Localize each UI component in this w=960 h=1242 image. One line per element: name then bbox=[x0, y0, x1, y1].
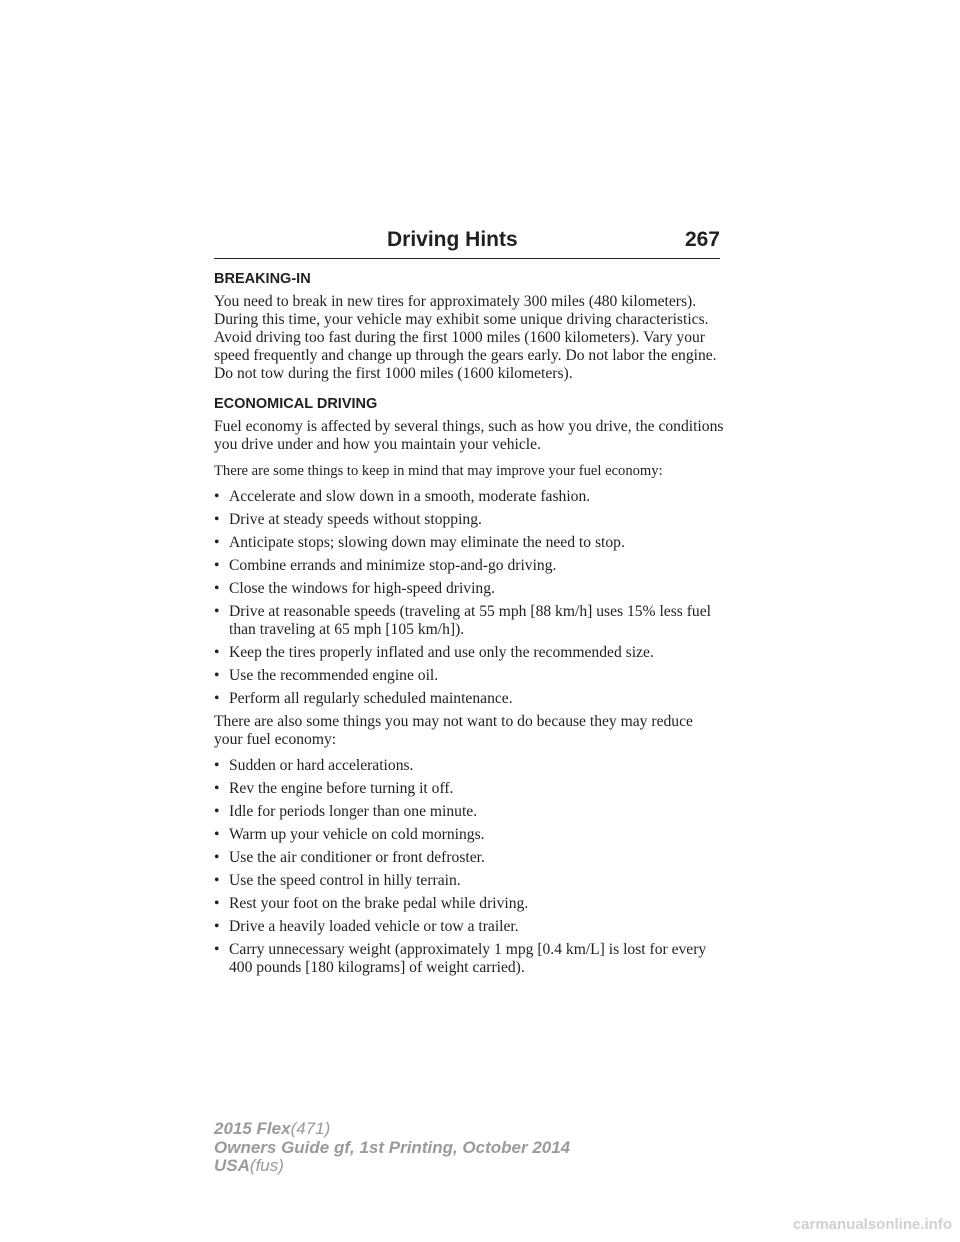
bullet-icon: • bbox=[214, 534, 220, 551]
list-item-text: Use the recommended engine oil. bbox=[229, 667, 439, 684]
list-item-text: Combine errands and minimize stop-and-go driving. bbox=[229, 557, 557, 574]
list-item-text: Use the air conditioner or front defroster. bbox=[229, 849, 485, 866]
list-item bbox=[214, 895, 724, 913]
list-item-text: Drive at steady speeds without stopping. bbox=[229, 511, 482, 528]
economical-intro-paragraph: Fuel economy is affected by several things, such as how you drive, the conditions you drive under and how you maintain your vehicle. bbox=[214, 418, 724, 453]
list-item bbox=[214, 780, 724, 798]
list-item-text: Idle for periods longer than one minute. bbox=[229, 803, 478, 820]
list-item-text: Sudden or hard accelerations. bbox=[229, 757, 414, 774]
list-item bbox=[214, 826, 724, 844]
bullet-icon: • bbox=[214, 603, 220, 620]
list-item bbox=[214, 667, 724, 685]
list-item-text: Carry unnecessary weight (approximately 1 mpg [0.4 km/L] is lost for every 400 pounds [180 kilograms] of weight carried). bbox=[229, 941, 707, 976]
list-item-text: Close the windows for high-speed driving. bbox=[229, 580, 495, 597]
heading-breaking-in: BREAKING-IN bbox=[214, 271, 311, 287]
page-footer bbox=[214, 1120, 570, 1176]
list-item-text: Perform all regularly scheduled maintenance. bbox=[229, 690, 513, 707]
bullet-icon: • bbox=[214, 690, 220, 707]
list-item-text: Drive a heavily loaded vehicle or tow a trailer. bbox=[229, 918, 519, 935]
bullet-icon: • bbox=[214, 511, 220, 528]
footer-model-code: (471) bbox=[290, 1119, 331, 1138]
bullet-icon: • bbox=[214, 580, 220, 597]
heading-economical-driving: ECONOMICAL DRIVING bbox=[214, 396, 378, 412]
list-item bbox=[214, 757, 724, 775]
improve-tips-list bbox=[214, 488, 724, 708]
chapter-title: Driving Hints bbox=[387, 228, 518, 251]
list-item-text: Drive at reasonable speeds (traveling at 55 mph [88 km/h] uses 15% less fuel than traveling at 65 mph [105 km/h]). bbox=[229, 603, 711, 638]
list-item-text: Use the speed control in hilly terrain. bbox=[229, 872, 461, 889]
list-item-text: Warm up your vehicle on cold mornings. bbox=[229, 826, 485, 843]
list-item bbox=[214, 488, 724, 506]
footer-printing: Owners Guide gf, 1st Printing, October 2014 bbox=[214, 1137, 571, 1157]
bullet-icon: • bbox=[214, 557, 220, 574]
improve-lead-text: There are some things to keep in mind that may improve your fuel economy: bbox=[214, 463, 663, 479]
list-item bbox=[214, 557, 724, 575]
list-item bbox=[214, 690, 724, 708]
watermark: carmanualsonline.info bbox=[792, 1216, 952, 1233]
list-item bbox=[214, 849, 724, 867]
bullet-icon: • bbox=[214, 644, 220, 661]
page-number: 267 bbox=[684, 228, 720, 251]
breaking-in-paragraph: You need to break in new tires for approximately 300 miles (480 kilometers). During this time, your vehicle may exhibit some unique driving characteristics. Avoid driving too fast during the first 1000 miles (1600 kilometers). Vary your speed frequently and change up through the gears early. Do not labor the engine. Do not tow during the first 1000 miles (1600 kilometers). bbox=[214, 293, 717, 382]
page-header bbox=[214, 228, 720, 259]
list-item-text: Rest your foot on the brake pedal while driving. bbox=[229, 895, 529, 912]
list-item-text: Anticipate stops; slowing down may eliminate the need to stop. bbox=[229, 534, 625, 551]
bullet-icon: • bbox=[214, 826, 220, 843]
bullet-icon: • bbox=[214, 667, 220, 684]
footer-region-code: (fus) bbox=[249, 1156, 284, 1175]
list-item bbox=[214, 941, 724, 977]
bullet-icon: • bbox=[214, 780, 220, 797]
footer-model: 2015 Flex bbox=[214, 1119, 291, 1138]
list-item-text: Accelerate and slow down in a smooth, moderate fashion. bbox=[229, 488, 591, 505]
bullet-icon: • bbox=[214, 488, 220, 505]
bullet-icon: • bbox=[214, 757, 220, 774]
list-item bbox=[214, 872, 724, 890]
list-item bbox=[214, 603, 724, 639]
bullet-icon: • bbox=[214, 918, 220, 935]
bullet-icon: • bbox=[214, 872, 220, 889]
bullet-icon: • bbox=[214, 941, 220, 958]
bullet-icon: • bbox=[214, 849, 220, 866]
list-item bbox=[214, 803, 724, 821]
list-item bbox=[214, 511, 724, 529]
list-item-text: Keep the tires properly inflated and use only the recommended size. bbox=[229, 644, 654, 661]
footer-region: USA bbox=[214, 1156, 250, 1175]
list-item bbox=[214, 580, 724, 598]
bullet-icon: • bbox=[214, 803, 220, 820]
list-item bbox=[214, 918, 724, 936]
list-item bbox=[214, 644, 724, 662]
bullet-icon: • bbox=[214, 895, 220, 912]
list-item-text: Rev the engine before turning it off. bbox=[229, 780, 454, 797]
avoid-tips-list bbox=[214, 757, 724, 977]
reduce-lead-text: There are also some things you may not want to do because they may reduce your fuel economy: bbox=[214, 713, 693, 748]
page-body bbox=[214, 270, 724, 982]
list-item bbox=[214, 534, 724, 552]
